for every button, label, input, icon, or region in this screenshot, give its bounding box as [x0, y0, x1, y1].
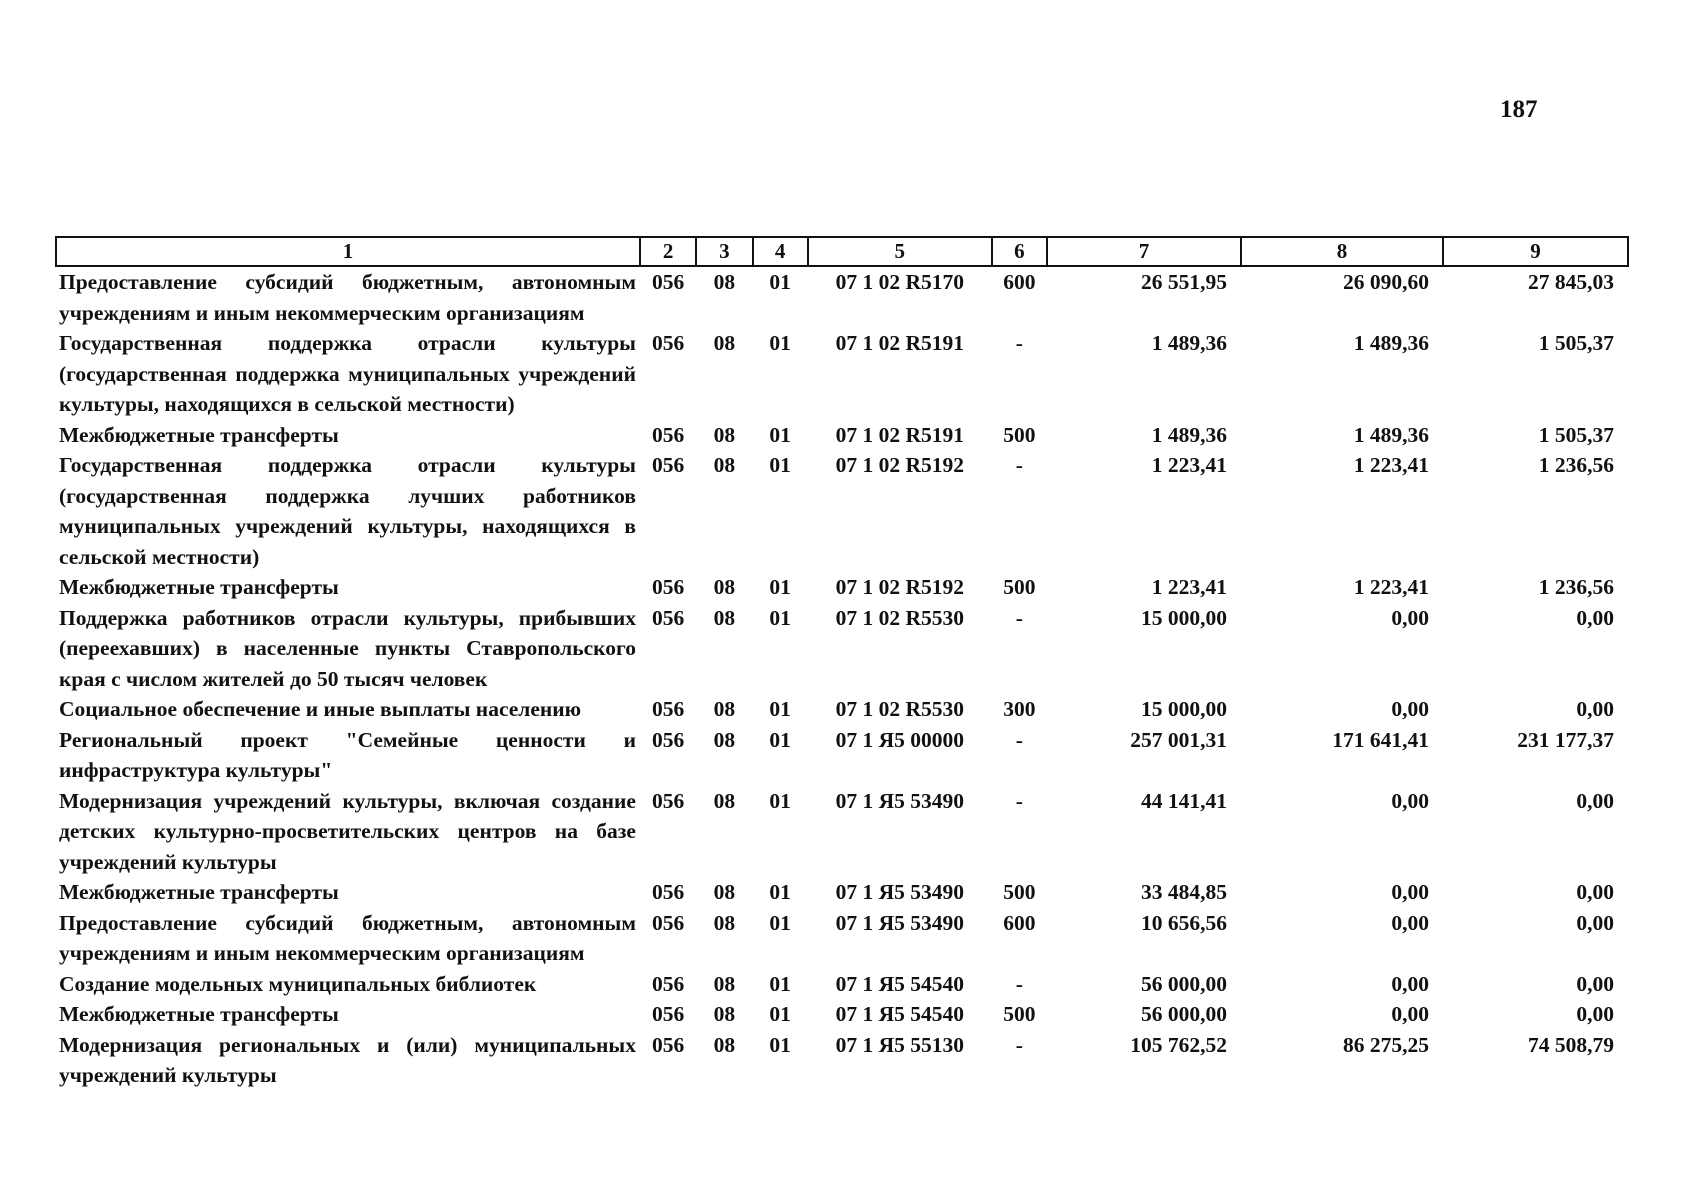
cell-amount-col8: 0,00: [1391, 788, 1430, 813]
row-name: Модернизация региональных и (или) муниципальных учреждений культуры: [59, 1032, 636, 1087]
cell-subsection-code: 01: [769, 453, 791, 477]
cell-ministry-code: 056: [651, 575, 685, 599]
cell-subsection-code: 01: [769, 1032, 791, 1057]
cell-ministry-code: 056: [651, 880, 685, 904]
cell-target-article: 07 1 Я5 53490: [835, 910, 964, 935]
cell-ministry-code: 056: [651, 697, 685, 721]
cell-expense-type: 500: [1003, 575, 1036, 599]
cell-target-article: 07 1 02 R5530: [835, 697, 964, 721]
cell-section-code: 08: [713, 910, 736, 935]
cell-amount-col9: 0,00: [1576, 788, 1614, 813]
cell-expense-type: -: [1015, 331, 1023, 355]
cell-expense-type: -: [1015, 605, 1023, 630]
cell-ministry-code: 056: [651, 453, 685, 477]
cell-amount-col8: 1 223,41: [1353, 453, 1430, 477]
table-row: [56, 603, 1628, 695]
cell-amount-col7: 33 484,85: [1141, 880, 1227, 904]
cell-section-code: 08: [713, 575, 736, 599]
cell-section-code: 08: [713, 453, 736, 477]
column-header-6: 6: [992, 237, 1047, 266]
cell-expense-type: 500: [1003, 422, 1036, 447]
cell-section-code: 08: [713, 331, 736, 355]
row-name: Предоставление субсидий бюджетным, автономным учреждениям и иным некоммерческим организациям: [59, 270, 636, 325]
table-body: [56, 266, 1628, 1091]
cell-subsection-code: 01: [769, 727, 791, 752]
cell-amount-col8: 0,00: [1391, 880, 1430, 904]
table-row: [56, 572, 1628, 603]
row-name: Создание модельных муниципальных библиотек: [59, 971, 537, 996]
cell-subsection-code: 01: [769, 1002, 791, 1026]
cell-section-code: 08: [713, 788, 736, 813]
cell-target-article: 07 1 02 R5192: [835, 453, 964, 477]
cell-section-code: 08: [713, 270, 736, 294]
table-row: [56, 908, 1628, 969]
cell-amount-col7: 1 223,41: [1151, 575, 1227, 599]
cell-amount-col9: 0,00: [1576, 697, 1614, 721]
row-name: Социальное обеспечение и иные выплаты населению: [59, 697, 582, 721]
cell-section-code: 08: [713, 727, 736, 752]
table-row: [56, 969, 1628, 1000]
cell-amount-col8: 86 275,25: [1343, 1032, 1430, 1057]
column-header-1: 1: [56, 237, 640, 266]
row-name: Межбюджетные трансферты: [59, 880, 339, 904]
column-header-2: 2: [640, 237, 696, 266]
cell-subsection-code: 01: [769, 880, 791, 904]
cell-expense-type: -: [1015, 727, 1023, 752]
row-name: Межбюджетные трансферты: [59, 1002, 339, 1026]
cell-target-article: 07 1 02 R5530: [835, 605, 964, 630]
cell-amount-col9: 27 845,03: [1528, 270, 1614, 294]
cell-ministry-code: 056: [651, 1002, 685, 1026]
cell-section-code: 08: [713, 422, 736, 447]
column-header-7: 7: [1047, 237, 1241, 266]
budget-table: [55, 236, 1629, 1091]
cell-target-article: 07 1 Я5 53490: [835, 788, 964, 813]
cell-amount-col9: 0,00: [1576, 971, 1614, 996]
cell-target-article: 07 1 02 R5191: [835, 331, 964, 355]
table-row: [56, 725, 1628, 786]
cell-subsection-code: 01: [769, 605, 791, 630]
cell-amount-col9: 74 508,79: [1528, 1032, 1614, 1057]
cell-subsection-code: 01: [769, 971, 791, 996]
cell-amount-col8: 0,00: [1391, 971, 1430, 996]
table-row: [56, 877, 1628, 908]
cell-amount-col7: 1 489,36: [1151, 331, 1227, 355]
page-number: 187: [1500, 96, 1538, 123]
table-row: [56, 786, 1628, 878]
row-name: Региональный проект "Семейные ценности и инфраструктура культуры": [59, 727, 636, 782]
cell-amount-col7: 26 551,95: [1141, 270, 1227, 294]
cell-target-article: 07 1 Я5 53490: [835, 880, 964, 904]
cell-amount-col9: 1 236,56: [1538, 453, 1614, 477]
cell-amount-col8: 1 489,36: [1353, 331, 1430, 355]
row-name: Поддержка работников отрасли культуры, прибывших (переехавших) в населенные пункты Ставропольского края с числом жителей до 50 тысяч человек: [59, 605, 636, 691]
cell-section-code: 08: [713, 605, 736, 630]
cell-amount-col7: 10 656,56: [1141, 910, 1227, 935]
column-header-4: 4: [753, 237, 808, 266]
cell-ministry-code: 056: [651, 971, 685, 996]
cell-subsection-code: 01: [769, 270, 791, 294]
row-name: Межбюджетные трансферты: [59, 422, 339, 447]
cell-subsection-code: 01: [769, 575, 791, 599]
cell-expense-type: -: [1015, 1032, 1023, 1057]
cell-expense-type: -: [1015, 453, 1023, 477]
cell-target-article: 07 1 Я5 00000: [835, 727, 964, 752]
cell-amount-col8: 0,00: [1391, 697, 1430, 721]
column-header-9: 9: [1443, 237, 1628, 266]
cell-subsection-code: 01: [769, 697, 791, 721]
cell-amount-col9: 0,00: [1576, 910, 1614, 935]
column-header-5: 5: [808, 237, 992, 266]
cell-amount-col7: 15 000,00: [1141, 605, 1227, 630]
table-row: [56, 450, 1628, 572]
cell-amount-col9: 0,00: [1576, 880, 1614, 904]
table-row: [56, 266, 1628, 328]
cell-amount-col7: 257 001,31: [1130, 727, 1227, 752]
cell-ministry-code: 056: [651, 910, 685, 935]
header-row: [56, 237, 1628, 266]
cell-section-code: 08: [713, 971, 736, 996]
table-row: [56, 1030, 1628, 1091]
cell-ministry-code: 056: [651, 605, 685, 630]
cell-amount-col7: 15 000,00: [1141, 697, 1227, 721]
cell-amount-col9: 231 177,37: [1517, 727, 1614, 752]
cell-amount-col7: 56 000,00: [1141, 1002, 1227, 1026]
cell-target-article: 07 1 02 R5192: [835, 575, 964, 599]
cell-amount-col9: 1 236,56: [1538, 575, 1614, 599]
cell-amount-col7: 1 223,41: [1151, 453, 1227, 477]
cell-amount-col7: 44 141,41: [1141, 788, 1227, 813]
cell-expense-type: -: [1015, 788, 1023, 813]
cell-amount-col8: 0,00: [1391, 605, 1430, 630]
cell-target-article: 07 1 Я5 55130: [835, 1032, 964, 1057]
cell-amount-col8: 0,00: [1391, 910, 1430, 935]
cell-expense-type: 500: [1003, 1002, 1036, 1026]
cell-ministry-code: 056: [651, 331, 685, 355]
cell-target-article: 07 1 02 R5170: [835, 270, 964, 294]
cell-ministry-code: 056: [651, 270, 685, 294]
cell-target-article: 07 1 02 R5191: [835, 422, 964, 447]
row-name: Государственная поддержка отрасли культуры (государственная поддержка муниципальных учреждений культуры, находящихся в сельской местности): [59, 331, 636, 416]
cell-section-code: 08: [713, 880, 736, 904]
table-row: [56, 328, 1628, 420]
row-name: Предоставление субсидий бюджетным, автономным учреждениям и иным некоммерческим организациям: [59, 910, 636, 965]
cell-subsection-code: 01: [769, 422, 791, 447]
cell-amount-col7: 105 762,52: [1130, 1032, 1227, 1057]
cell-amount-col8: 171 641,41: [1332, 727, 1430, 752]
table-row: [56, 694, 1628, 725]
cell-expense-type: 500: [1003, 880, 1036, 904]
cell-subsection-code: 01: [769, 788, 791, 813]
cell-expense-type: 300: [1003, 697, 1036, 721]
cell-target-article: 07 1 Я5 54540: [835, 971, 964, 996]
table-row: [56, 999, 1628, 1030]
cell-subsection-code: 01: [769, 910, 791, 935]
cell-amount-col7: 1 489,36: [1151, 422, 1227, 447]
cell-ministry-code: 056: [651, 788, 685, 813]
column-header-8: 8: [1241, 237, 1443, 266]
cell-amount-col9: 1 505,37: [1538, 422, 1614, 447]
cell-section-code: 08: [713, 1032, 736, 1057]
cell-expense-type: 600: [1003, 910, 1036, 935]
cell-subsection-code: 01: [769, 331, 791, 355]
cell-amount-col8: 1 489,36: [1353, 422, 1430, 447]
cell-section-code: 08: [713, 1002, 736, 1026]
cell-target-article: 07 1 Я5 54540: [835, 1002, 964, 1026]
cell-ministry-code: 056: [651, 1032, 685, 1057]
cell-amount-col7: 56 000,00: [1141, 971, 1227, 996]
cell-expense-type: -: [1015, 971, 1023, 996]
row-name: Межбюджетные трансферты: [59, 575, 339, 599]
cell-expense-type: 600: [1003, 270, 1036, 294]
cell-amount-col9: 0,00: [1576, 1002, 1614, 1026]
cell-amount-col9: 1 505,37: [1538, 331, 1614, 355]
cell-amount-col8: 26 090,60: [1343, 270, 1430, 294]
row-name: Государственная поддержка отрасли культуры (государственная поддержка лучших работников муниципальных учреждений культуры, находящихся в сельской местности): [59, 453, 636, 569]
cell-ministry-code: 056: [651, 422, 685, 447]
cell-amount-col8: 1 223,41: [1353, 575, 1430, 599]
cell-amount-col8: 0,00: [1391, 1002, 1430, 1026]
table-row: [56, 420, 1628, 451]
cell-ministry-code: 056: [651, 727, 685, 752]
row-name: Модернизация учреждений культуры, включая создание детских культурно-просветительских центров на базе учреждений культуры: [59, 788, 636, 874]
column-header-3: 3: [696, 237, 752, 266]
cell-amount-col9: 0,00: [1576, 605, 1614, 630]
cell-section-code: 08: [713, 697, 736, 721]
